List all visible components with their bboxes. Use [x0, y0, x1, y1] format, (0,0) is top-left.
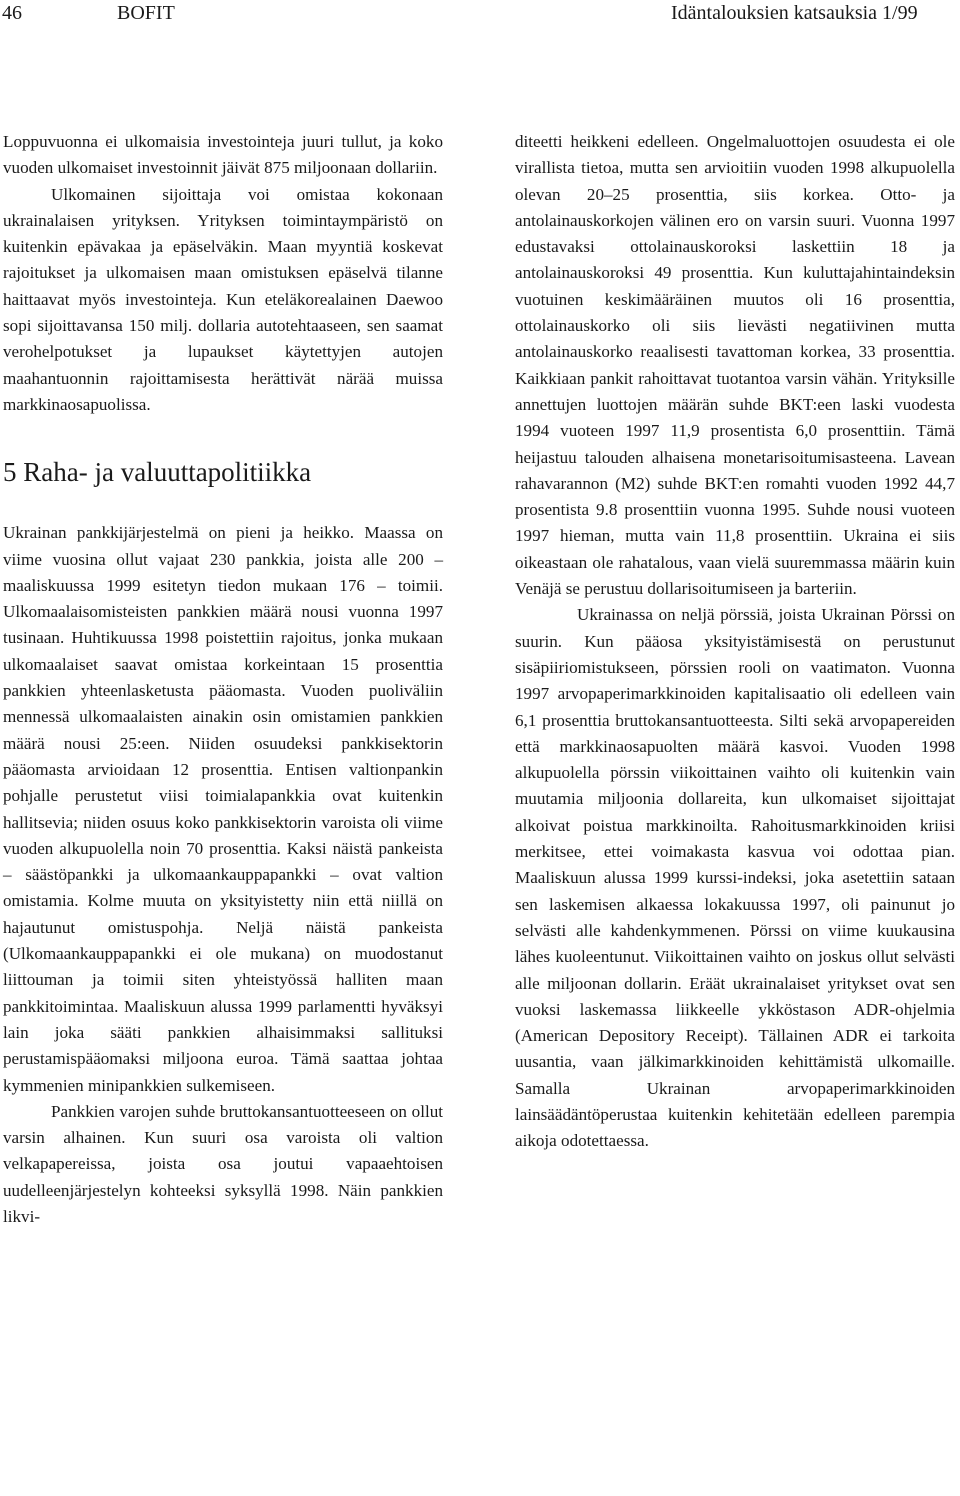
- page-header: [0, 0, 960, 32]
- paragraph: diteetti heikkeni edelleen. Ongelmaluottojen osuudesta ei ole virallista tietoa, mutta sen arvioitiin vuoden 1998 alkupuolella olevan 20–25 prosenttia, siis korkea. Otto- ja antolainauskorkojen välinen ero on varsin suuri. Vuonna 1997 edustavaksi ottolainauskoroksi laskettiin 18 ja antolainauskoroksi 49 prosenttia. Kun kuluttajahintaindeksin vuotuinen keskimääräinen muutos oli 16 prosenttia, ottolainauskorko oli siis lievästi negatiivinen mutta antolainauskorko reaalisesti tavattoman korkea, 33 prosenttia. Kaikkiaan pankit rahoittavat tuotantoa varsin vähän. Yrityksille annettujen luottojen määrän suhde BKT:een laski vuodesta 1994 vuoteen 1997 11,9 prosentista 6,0 prosenttiin. Tämä heijastuu talouden alhaisena monetarisoitumisasteena. Lavean rahavarannon (M2) suhde BKT:en romahti vuoden 1992 44,7 prosentista 9.8 prosenttiin vuonna 1995. Suhde nousi vuoteen 1997 hieman, mutta vain 11,8 prosenttiin. Ukraina ei siis oikeastaan ole rahatalous, vaan vielä suuremmassa määrin kuin Venäjä se perustuu dollarisoitumiseen ja barteriin.: [515, 132, 955, 599]
- series-title: Idäntalouksien katsauksia 1/99: [671, 2, 918, 24]
- left-column: [3, 129, 443, 1230]
- paragraph: Loppuvuonna ei ulkomaisia investointeja juuri tullut, ja koko vuoden ulkomaiset investoinnit jäivät 875 miljoonaan dollariin.: [3, 132, 443, 178]
- right-column: [515, 129, 955, 1155]
- page-number: 46: [2, 2, 22, 24]
- section-heading: 5 Raha- ja valuuttapolitiikka: [3, 457, 312, 488]
- paragraph: Ukrainassa on neljä pörssiä, joista Ukrainan Pörssi on suurin. Kun pääosa yksityistämisestä on perustunut sisäpiiriomistukseen, pörssien rooli on vaatimaton. Vuonna 1997 arvopaperimarkkinoiden kapitalisaatio oli edelleen vain 6,1 prosenttia bruttokansantuotteesta. Silti sekä arvopapereiden että markkinaosapuolten määrä kasvoi. Vuoden 1998 alkupuolella pörssin viikoittainen vaihto oli kuitenkin vain muutamia miljoonia dollareita, kun ulkomaiset sijoittajat alkoivat poistua markkinoilta. Rahoitusmarkkinoiden kriisi merkitsee, ettei voimakasta kasvua voi odottaa pian. Maaliskuun alussa 1999 kurssi-indeksi, joka asetettiin sataan sen laskemisen alkaessa lokakuussa 1997, oli painunut jo selvästi alle kahdenkymmenen. Pörssi on viime kuukausina lähes kuoleentunut. Viikoittainen vaihto on joskus ollut selvästi alle miljoonan dollarin. Eräät ukrainalaiset yritykset ovat sen vuoksi laskemassa liikkeelle ykköstason ADR-ohjelmia (American Depository Receipt). Tällainen ADR ei tarkoita uusantia, vaan jälkimarkkinoiden kehittämistä ulkomaille. Samalla Ukrainan arvopaperimarkkinoiden lainsäädäntöperustaa kuitenkin kehitetään edelleen parempia aikoja odotettaessa.: [515, 605, 955, 1151]
- paragraph: Pankkien varojen suhde bruttokansantuotteeseen on ollut varsin alhainen. Kun suuri osa varoista oli valtion velkapapereissa, joista osa joutui vapaaehtoisen uudelleenjärjestelyn kohteeksi syksyllä 1998. Näin pankkien likvi-: [3, 1101, 443, 1226]
- paragraph: Ulkomainen sijoittaja voi omistaa kokonaan ukrainalaisen yrityksen. Yrityksen toimintaympäristö on kuitenkin epävakaa ja epäselväkin. Maan myyntiä koskevat rajoitukset ja ulkomaisen maan omistuksen epäselvä tilanne haittaavat myös investointeja. Kun eteläkorealainen Daewoo sopi sijoittavansa 150 milj. dollaria autotehtaaseen, sen saamat verohelpotukset ja lupaukset käytettyjen autojen maahantuonnin rajoittamisesta herättivät närää muissa markkinaosapuolissa.: [3, 184, 443, 414]
- paragraph: Ukrainan pankkijärjestelmä on pieni ja heikko. Maassa on viime vuosina ollut vajaat 230 pankkia, joista alle 200 – maaliskuussa 1999 esitetyn tiedon mukaan 176 – toimii. Ulkomaalaisomisteisten pankkien määrä nousi vuonna 1997 tusinaan. Huhtikuussa 1998 poistettiin rajoitus, jonka mukaan ulkomaalaiset saavat omistaa korkeintaan 15 prosenttia pankkien yhteenlasketusta pääomasta. Vuoden puoliväliin mennessä ulkomaalaisten ainakin osin omistamien pankkien määrä nousi 25:een. Niiden osuudeksi pankkisektorin pääomasta arvioidaan 12 prosenttia. Entisen valtionpankin pohjalle perustetut viisi toimialapankkia ovat kuitenkin hallitsevia; niiden osuus koko pankkisektorin varoista oli viime vuoden alkupuolella noin 70 prosenttia. Kaksi näistä pankeista – säästöpankki ja ulkomaankauppapankki – ovat valtion omistamia. Kolme muuta on yksityistetty niin että niillä on hajautunut omistuspohja. Neljä näistä pankeista (Ulkomaankauppapankki ei ole mukana) on muodostanut liittouman ja toimii siten yhteistyössä halliten maan pankkitoimintaa. Maaliskuun alussa 1999 parlamentti hyväksyi lain joka sääti pankkien alhaisimmaksi sallituksi perustamispääomaksi miljoona euroa. Tämä saattaa johtaa kymmenien minipankkien sulkemiseen.: [3, 523, 443, 1095]
- organization-name: BOFIT: [117, 2, 175, 24]
